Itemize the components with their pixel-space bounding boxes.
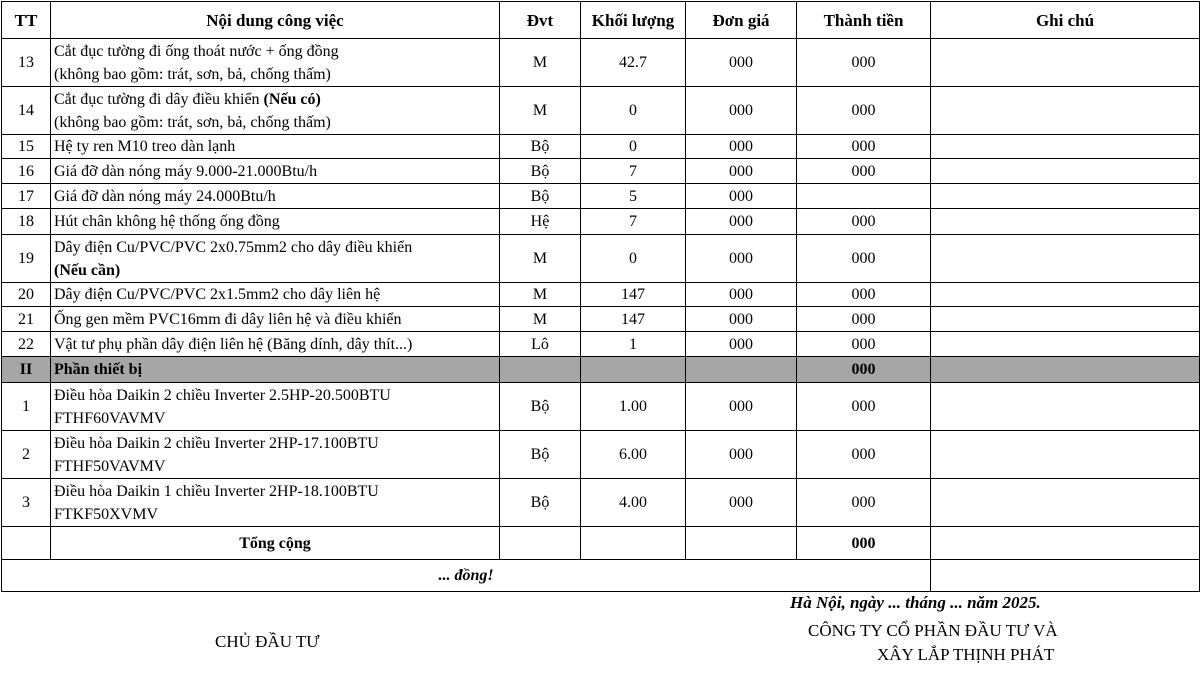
row-qty: 7 bbox=[581, 209, 686, 235]
row-qty: 4.00 bbox=[581, 479, 686, 527]
row-price: 000 bbox=[686, 87, 797, 135]
row-price: 000 bbox=[686, 283, 797, 307]
row-note bbox=[931, 209, 1200, 235]
total-label: Tổng cộng bbox=[51, 527, 500, 560]
row-content-line2: FTKF50XVMV bbox=[54, 505, 159, 523]
table-row bbox=[2, 479, 1200, 527]
row-amount: 000 bbox=[797, 307, 931, 332]
table-row bbox=[2, 307, 1200, 332]
table-row bbox=[2, 39, 1200, 87]
row-unit: M bbox=[500, 87, 581, 135]
row-amount bbox=[797, 184, 931, 209]
row-content-line2: FTHF60VAVMV bbox=[54, 409, 166, 427]
row-unit: Lô bbox=[500, 332, 581, 357]
row-qty: 147 bbox=[581, 307, 686, 332]
row-content-line1: Cắt đục tường đi ống thoát nước + ống đồng bbox=[54, 42, 339, 60]
row-content-line1: Điều hòa Daikin 2 chiều Inverter 2.5HP-20.500BTU bbox=[54, 386, 391, 404]
row-tt: 2 bbox=[2, 431, 51, 479]
row-unit: Hệ bbox=[500, 209, 581, 235]
row-content: Hút chân không hệ thống ống đồng bbox=[51, 209, 500, 235]
table-row bbox=[2, 135, 1200, 159]
quotation-table bbox=[1, 1, 1200, 592]
row-content: Dây điện Cu/PVC/PVC 2x1.5mm2 cho dây liên hệ bbox=[51, 283, 500, 307]
row-content: Giá đỡ dàn nóng máy 9.000-21.000Btu/h bbox=[51, 159, 500, 184]
row-qty: 0 bbox=[581, 235, 686, 283]
total-amount: 000 bbox=[797, 527, 931, 560]
row-note bbox=[931, 184, 1200, 209]
table-row bbox=[2, 184, 1200, 209]
row-price: 000 bbox=[686, 235, 797, 283]
row-note bbox=[931, 87, 1200, 135]
table-row bbox=[2, 209, 1200, 235]
row-amount: 000 bbox=[797, 209, 931, 235]
row-note bbox=[931, 39, 1200, 87]
row-tt: 22 bbox=[2, 332, 51, 357]
row-content: Giá đỡ dàn nóng máy 24.000Btu/h bbox=[51, 184, 500, 209]
row-amount: 000 bbox=[797, 283, 931, 307]
row-amount: 000 bbox=[797, 235, 931, 283]
total-row bbox=[2, 527, 1200, 560]
row-unit: Bộ bbox=[500, 184, 581, 209]
row-amount: 000 bbox=[797, 87, 931, 135]
row-content bbox=[51, 383, 500, 431]
signature-date: Hà Nội, ngày ... tháng ... năm 2025. bbox=[790, 593, 1041, 612]
row-amount: 000 bbox=[797, 332, 931, 357]
table-row bbox=[2, 235, 1200, 283]
row-content-line2: (không bao gồm: trát, sơn, bả, chống thấm) bbox=[54, 65, 331, 83]
signature-company-line2: XÂY LẮP THỊNH PHÁT bbox=[877, 645, 1055, 664]
row-content-line2: (không bao gồm: trát, sơn, bả, chống thấm) bbox=[54, 113, 331, 131]
row-tt: 17 bbox=[2, 184, 51, 209]
row-amount: 000 bbox=[797, 431, 931, 479]
table-row bbox=[2, 332, 1200, 357]
row-note bbox=[931, 307, 1200, 332]
row-content-line1: Điều hòa Daikin 1 chiều Inverter 2HP-18.100BTU bbox=[54, 482, 379, 500]
row-price: 000 bbox=[686, 159, 797, 184]
row-price: 000 bbox=[686, 184, 797, 209]
header-note: Ghi chú bbox=[931, 2, 1200, 39]
table-row bbox=[2, 431, 1200, 479]
row-price: 000 bbox=[686, 383, 797, 431]
header-amount: Thành tiền bbox=[797, 2, 931, 39]
row-qty: 1.00 bbox=[581, 383, 686, 431]
table-row bbox=[2, 159, 1200, 184]
row-content bbox=[51, 235, 500, 283]
row-unit: Bộ bbox=[500, 159, 581, 184]
row-content bbox=[51, 431, 500, 479]
section-tt: II bbox=[2, 357, 51, 383]
header-tt: TT bbox=[2, 2, 51, 39]
section-label: Phần thiết bị bbox=[51, 357, 500, 383]
row-qty: 147 bbox=[581, 283, 686, 307]
row-price: 000 bbox=[686, 39, 797, 87]
signature-owner: CHỦ ĐẦU TƯ bbox=[215, 632, 320, 651]
row-price: 000 bbox=[686, 209, 797, 235]
header-row bbox=[2, 2, 1200, 39]
row-content-line2: (Nếu cần) bbox=[54, 261, 121, 279]
row-unit: M bbox=[500, 235, 581, 283]
row-qty: 0 bbox=[581, 87, 686, 135]
row-qty: 1 bbox=[581, 332, 686, 357]
row-qty: 7 bbox=[581, 159, 686, 184]
row-content-line1: Cắt đục tường đi dây điều khiển bbox=[54, 90, 264, 108]
section-row bbox=[2, 357, 1200, 383]
row-content-line2: FTHF50VAVMV bbox=[54, 457, 166, 475]
row-note bbox=[931, 479, 1200, 527]
row-content bbox=[51, 479, 500, 527]
row-note bbox=[931, 431, 1200, 479]
row-unit: Bộ bbox=[500, 479, 581, 527]
row-tt: 3 bbox=[2, 479, 51, 527]
row-content: Vật tư phụ phần dây điện liên hệ (Băng dính, dây thít...) bbox=[51, 332, 500, 357]
row-tt: 16 bbox=[2, 159, 51, 184]
row-tt: 13 bbox=[2, 39, 51, 87]
row-qty: 0 bbox=[581, 135, 686, 159]
row-price: 000 bbox=[686, 479, 797, 527]
amount-in-words: ... đồng! bbox=[2, 560, 931, 592]
row-tt: 20 bbox=[2, 283, 51, 307]
row-content-line1: Điều hòa Daikin 2 chiều Inverter 2HP-17.100BTU bbox=[54, 434, 379, 452]
row-note bbox=[931, 383, 1200, 431]
row-note bbox=[931, 332, 1200, 357]
row-tt: 18 bbox=[2, 209, 51, 235]
row-unit: Bộ bbox=[500, 431, 581, 479]
row-qty: 42.7 bbox=[581, 39, 686, 87]
header-unit: Đvt bbox=[500, 2, 581, 39]
row-unit: M bbox=[500, 39, 581, 87]
row-unit: Bộ bbox=[500, 383, 581, 431]
row-amount: 000 bbox=[797, 135, 931, 159]
row-content-line1: Dây điện Cu/PVC/PVC 2x0.75mm2 cho dây điều khiển bbox=[54, 238, 413, 256]
signature-company-line1: CÔNG TY CỔ PHẦN ĐẦU TƯ VÀ bbox=[808, 621, 1058, 640]
row-amount: 000 bbox=[797, 479, 931, 527]
section-amount: 000 bbox=[797, 357, 931, 383]
amount-in-words-row bbox=[2, 560, 1200, 592]
row-note bbox=[931, 159, 1200, 184]
row-content bbox=[51, 39, 500, 87]
row-amount: 000 bbox=[797, 39, 931, 87]
row-price: 000 bbox=[686, 135, 797, 159]
header-qty: Khối lượng bbox=[581, 2, 686, 39]
row-tt: 15 bbox=[2, 135, 51, 159]
row-tt: 19 bbox=[2, 235, 51, 283]
row-qty: 5 bbox=[581, 184, 686, 209]
header-content: Nội dung công việc bbox=[51, 2, 500, 39]
table-row bbox=[2, 383, 1200, 431]
row-content-optional: (Nếu có) bbox=[263, 90, 321, 108]
table-row bbox=[2, 87, 1200, 135]
row-note bbox=[931, 135, 1200, 159]
row-tt: 14 bbox=[2, 87, 51, 135]
header-price: Đơn giá bbox=[686, 2, 797, 39]
row-price: 000 bbox=[686, 431, 797, 479]
row-content bbox=[51, 87, 500, 135]
row-content: Hệ ty ren M10 treo dàn lạnh bbox=[51, 135, 500, 159]
row-note bbox=[931, 235, 1200, 283]
row-tt: 21 bbox=[2, 307, 51, 332]
row-price: 000 bbox=[686, 307, 797, 332]
row-unit: M bbox=[500, 307, 581, 332]
row-note bbox=[931, 283, 1200, 307]
row-amount: 000 bbox=[797, 383, 931, 431]
row-price: 000 bbox=[686, 332, 797, 357]
row-qty: 6.00 bbox=[581, 431, 686, 479]
row-unit: Bộ bbox=[500, 135, 581, 159]
row-content: Ống gen mềm PVC16mm đi dây liên hệ và điều khiển bbox=[51, 307, 500, 332]
row-unit: M bbox=[500, 283, 581, 307]
row-amount: 000 bbox=[797, 159, 931, 184]
row-tt: 1 bbox=[2, 383, 51, 431]
table-row bbox=[2, 283, 1200, 307]
